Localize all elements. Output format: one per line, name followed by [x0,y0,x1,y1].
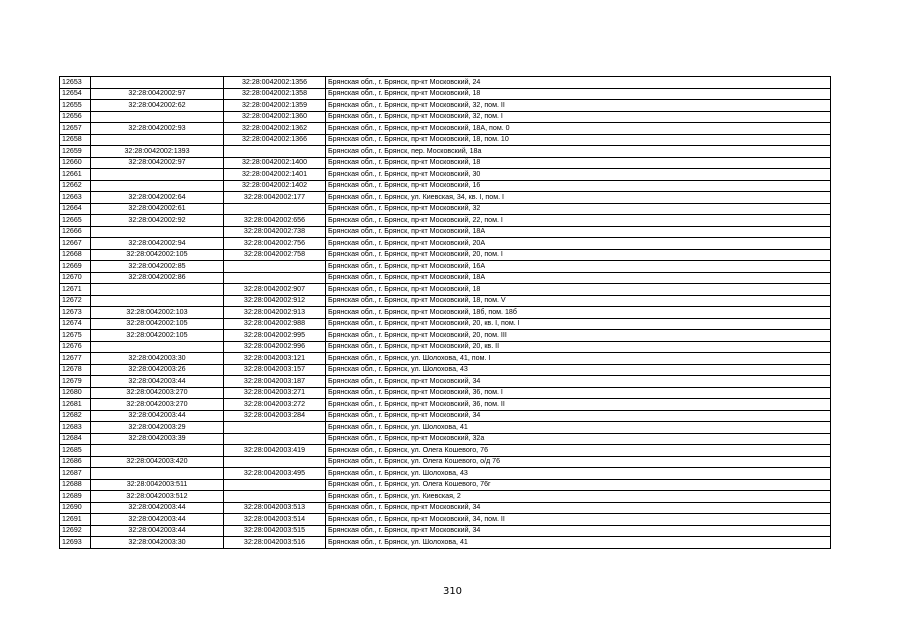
address-cell: Брянская обл., г. Брянск, ул. Киевская, 34, кв. I, пом. I [326,192,831,204]
address-cell: Брянская обл., г. Брянск, пр-кт Московский, 18А, пом. 0 [326,123,831,135]
row-number: 12691 [60,514,91,526]
table-row [60,203,831,215]
address-cell: Брянская обл., г. Брянск, пр-кт Московский, 24 [326,77,831,89]
cadastral-number-parent [91,111,224,123]
table-row [60,100,831,112]
cadastral-number-object [224,261,326,273]
cadastral-number-parent: 32:28:0042002:97 [91,157,224,169]
address-cell: Брянская обл., г. Брянск, пр-кт Московский, 20, кв. II [326,341,831,353]
cadastral-number-object: 32:28:0042002:1400 [224,157,326,169]
table-row [60,318,831,330]
cadastral-number-object [224,491,326,503]
cadastral-number-parent: 32:28:0042003:39 [91,433,224,445]
cadastral-number-parent: 32:28:0042003:44 [91,502,224,514]
table-row [60,295,831,307]
row-number: 12673 [60,307,91,319]
cadastral-number-parent: 32:28:0042003:270 [91,399,224,411]
cadastral-number-object: 32:28:0042003:515 [224,525,326,537]
row-number: 12669 [60,261,91,273]
cadastral-number-parent: 32:28:0042002:93 [91,123,224,135]
cadastral-number-parent: 32:28:0042003:30 [91,537,224,549]
table-row [60,525,831,537]
cadastral-number-parent [91,341,224,353]
cadastral-number-object: 32:28:0042003:514 [224,514,326,526]
table-row [60,514,831,526]
row-number: 12670 [60,272,91,284]
table-row [60,249,831,261]
row-number: 12692 [60,525,91,537]
cadastral-number-parent [91,180,224,192]
address-cell: Брянская обл., г. Брянск, ул. Шолохова, 41 [326,422,831,434]
table-row [60,307,831,319]
table-row [60,169,831,181]
row-number: 12680 [60,387,91,399]
address-cell: Брянская обл., г. Брянск, пр-кт Московский, 18 [326,157,831,169]
cadastral-number-object: 32:28:0042002:656 [224,215,326,227]
row-number: 12666 [60,226,91,238]
row-number: 12671 [60,284,91,296]
cadastral-number-parent: 32:28:0042002:105 [91,249,224,261]
address-cell: Брянская обл., г. Брянск, пр-кт Московский, 20, кв. I, пом. I [326,318,831,330]
cadastral-number-object: 32:28:0042003:157 [224,364,326,376]
cadastral-number-object: 32:28:0042003:271 [224,387,326,399]
cadastral-number-object [224,272,326,284]
table-row [60,353,831,365]
cadastral-number-parent: 32:28:0042002:64 [91,192,224,204]
address-cell: Брянская обл., г. Брянск, ул. Шолохова, 43 [326,468,831,480]
cadastral-number-object [224,146,326,158]
cadastral-number-parent: 32:28:0042003:30 [91,353,224,365]
table-row [60,215,831,227]
address-cell: Брянская обл., г. Брянск, пр-кт Московский, 32а [326,433,831,445]
table-row [60,123,831,135]
table-row [60,433,831,445]
row-number: 12690 [60,502,91,514]
cadastral-number-parent: 32:28:0042002:62 [91,100,224,112]
row-number: 12676 [60,341,91,353]
cadastral-number-parent: 32:28:0042002:94 [91,238,224,250]
row-number: 12661 [60,169,91,181]
address-cell: Брянская обл., г. Брянск, пр-кт Московский, 16 [326,180,831,192]
address-cell: Брянская обл., г. Брянск, пр-кт Московский, 18, пом. V [326,295,831,307]
cadastral-number-object: 32:28:0042003:419 [224,445,326,457]
table-row [60,272,831,284]
cadastral-number-object: 32:28:0042002:758 [224,249,326,261]
cadastral-number-parent: 32:28:0042003:44 [91,410,224,422]
table-row [60,387,831,399]
cadastral-number-object [224,456,326,468]
table-row [60,537,831,549]
cadastral-number-object: 32:28:0042002:1360 [224,111,326,123]
row-number: 12662 [60,180,91,192]
cadastral-number-object: 32:28:0042002:996 [224,341,326,353]
row-number: 12668 [60,249,91,261]
table-row [60,88,831,100]
row-number: 12682 [60,410,91,422]
cadastral-number-parent: 32:28:0042002:105 [91,330,224,342]
row-number: 12653 [60,77,91,89]
cadastral-number-object: 32:28:0042002:756 [224,238,326,250]
cadastral-number-parent: 32:28:0042003:420 [91,456,224,468]
cadastral-number-parent [91,134,224,146]
address-cell: Брянская обл., г. Брянск, пр-кт Московский, 20, пом. I [326,249,831,261]
address-cell: Брянская обл., г. Брянск, пр-кт Московский, 34 [326,376,831,388]
row-number: 12693 [60,537,91,549]
cadastral-number-parent [91,445,224,457]
address-cell: Брянская обл., г. Брянск, пр-кт Московский, 32, пом. II [326,100,831,112]
cadastral-number-parent [91,284,224,296]
row-number: 12657 [60,123,91,135]
cadastral-number-parent: 32:28:0042003:29 [91,422,224,434]
cadastral-number-parent [91,77,224,89]
cadastral-number-object: 32:28:0042002:1359 [224,100,326,112]
address-cell: Брянская обл., г. Брянск, пр-кт Московский, 36, пом. II [326,399,831,411]
table-row [60,146,831,158]
address-cell: Брянская обл., г. Брянск, пр-кт Московский, 34, пом. II [326,514,831,526]
row-number: 12658 [60,134,91,146]
cadastral-number-parent: 32:28:0042003:270 [91,387,224,399]
address-cell: Брянская обл., г. Брянск, пр-кт Московский, 34 [326,410,831,422]
table-row [60,157,831,169]
table-row [60,456,831,468]
cadastral-number-object: 32:28:0042002:1356 [224,77,326,89]
row-number: 12665 [60,215,91,227]
row-number: 12688 [60,479,91,491]
row-number: 12677 [60,353,91,365]
address-cell: Брянская обл., г. Брянск, пр-кт Московский, 16А [326,261,831,273]
address-cell: Брянская обл., г. Брянск, пр-кт Московский, 18 [326,284,831,296]
cadastral-number-object: 32:28:0042002:907 [224,284,326,296]
address-cell: Брянская обл., г. Брянск, ул. Олега Кошевого, 76 [326,445,831,457]
table-row [60,376,831,388]
row-number: 12660 [60,157,91,169]
address-cell: Брянская обл., г. Брянск, пр-кт Московский, 18А [326,226,831,238]
cadastral-number-object: 32:28:0042002:1402 [224,180,326,192]
row-number: 12672 [60,295,91,307]
row-number: 12654 [60,88,91,100]
cadastral-number-parent: 32:28:0042002:1393 [91,146,224,158]
row-number: 12686 [60,456,91,468]
row-number: 12683 [60,422,91,434]
cadastral-number-parent [91,468,224,480]
address-cell: Брянская обл., г. Брянск, ул. Олега Кошевого, о/д 76 [326,456,831,468]
table-row [60,468,831,480]
address-cell: Брянская обл., г. Брянск, пр-кт Московский, 30 [326,169,831,181]
row-number: 12656 [60,111,91,123]
cadastral-number-parent: 32:28:0042002:103 [91,307,224,319]
table-row [60,502,831,514]
cadastral-number-object [224,479,326,491]
cadastral-number-object: 32:28:0042002:988 [224,318,326,330]
page-number: 310 [442,586,463,597]
cadastral-number-parent: 32:28:0042002:92 [91,215,224,227]
cadastral-number-parent: 32:28:0042003:512 [91,491,224,503]
row-number: 12684 [60,433,91,445]
address-cell: Брянская обл., г. Брянск, пр-кт Московский, 20А [326,238,831,250]
cadastral-number-object [224,422,326,434]
row-number: 12675 [60,330,91,342]
cadastral-number-object: 32:28:0042003:513 [224,502,326,514]
address-cell: Брянская обл., г. Брянск, пр-кт Московский, 22, пом. I [326,215,831,227]
address-cell: Брянская обл., г. Брянск, ул. Шолохова, 41 [326,537,831,549]
address-cell: Брянская обл., г. Брянск, пр-кт Московский, 18, пом. 10 [326,134,831,146]
cadastral-number-object: 32:28:0042002:995 [224,330,326,342]
address-cell: Брянская обл., г. Брянск, пр-кт Московский, 32 [326,203,831,215]
table-row [60,180,831,192]
cadastral-number-object: 32:28:0042002:1401 [224,169,326,181]
table-row [60,77,831,89]
address-cell: Брянская обл., г. Брянск, пр-кт Московский, 32, пом. I [326,111,831,123]
cadastral-number-object: 32:28:0042003:121 [224,353,326,365]
table-row [60,226,831,238]
cadastral-number-parent: 32:28:0042002:105 [91,318,224,330]
table-row [60,445,831,457]
address-cell: Брянская обл., г. Брянск, ул. Шолохова, 43 [326,364,831,376]
cadastral-number-object: 32:28:0042002:1358 [224,88,326,100]
cadastral-number-object: 32:28:0042003:272 [224,399,326,411]
cadastral-number-object: 32:28:0042002:738 [224,226,326,238]
table-body [60,77,831,549]
cadastral-number-object: 32:28:0042003:516 [224,537,326,549]
table-row [60,341,831,353]
address-cell: Брянская обл., г. Брянск, пр-кт Московский, 34 [326,502,831,514]
address-cell: Брянская обл., г. Брянск, пр-кт Московский, 34 [326,525,831,537]
table-row [60,364,831,376]
cadastral-number-parent [91,226,224,238]
table-row [60,491,831,503]
row-number: 12655 [60,100,91,112]
row-number: 12678 [60,364,91,376]
address-cell: Брянская обл., г. Брянск, ул. Киевская, 2 [326,491,831,503]
cadastral-table [59,76,831,549]
cadastral-number-object: 32:28:0042003:284 [224,410,326,422]
row-number: 12685 [60,445,91,457]
table-row [60,410,831,422]
cadastral-number-parent: 32:28:0042003:26 [91,364,224,376]
table-row [60,330,831,342]
row-number: 12664 [60,203,91,215]
address-cell: Брянская обл., г. Брянск, пер. Московский, 18а [326,146,831,158]
cadastral-number-parent: 32:28:0042003:511 [91,479,224,491]
cadastral-number-object: 32:28:0042003:495 [224,468,326,480]
cadastral-number-object: 32:28:0042002:912 [224,295,326,307]
address-cell: Брянская обл., г. Брянск, пр-кт Московский, 18 [326,88,831,100]
row-number: 12681 [60,399,91,411]
table-row [60,284,831,296]
cadastral-number-parent: 32:28:0042003:44 [91,376,224,388]
address-cell: Брянская обл., г. Брянск, ул. Олега Кошевого, 76г [326,479,831,491]
cadastral-number-object [224,433,326,445]
cadastral-number-parent: 32:28:0042002:85 [91,261,224,273]
address-cell: Брянская обл., г. Брянск, пр-кт Московский, 18А [326,272,831,284]
address-cell: Брянская обл., г. Брянск, пр-кт Московский, 18б, пом. 18б [326,307,831,319]
cadastral-number-object: 32:28:0042002:1362 [224,123,326,135]
cadastral-number-parent: 32:28:0042003:44 [91,525,224,537]
address-cell: Брянская обл., г. Брянск, пр-кт Московский, 36, пом. I [326,387,831,399]
table-row [60,399,831,411]
cadastral-number-parent [91,169,224,181]
table-row [60,261,831,273]
cadastral-number-object: 32:28:0042003:187 [224,376,326,388]
cadastral-number-parent [91,295,224,307]
cadastral-number-object: 32:28:0042002:1366 [224,134,326,146]
cadastral-number-parent: 32:28:0042002:97 [91,88,224,100]
table-row [60,422,831,434]
row-number: 12689 [60,491,91,503]
address-cell: Брянская обл., г. Брянск, пр-кт Московский, 20, пом. III [326,330,831,342]
address-cell: Брянская обл., г. Брянск, ул. Шолохова, 41, пом. I [326,353,831,365]
table-row [60,238,831,250]
row-number: 12667 [60,238,91,250]
cadastral-number-parent: 32:28:0042002:61 [91,203,224,215]
cadastral-number-object: 32:28:0042002:913 [224,307,326,319]
table-row [60,111,831,123]
cadastral-number-object: 32:28:0042002:177 [224,192,326,204]
cadastral-number-object [224,203,326,215]
row-number: 12663 [60,192,91,204]
row-number: 12687 [60,468,91,480]
row-number: 12674 [60,318,91,330]
table-row [60,134,831,146]
row-number: 12659 [60,146,91,158]
table-row [60,479,831,491]
row-number: 12679 [60,376,91,388]
cadastral-number-parent: 32:28:0042002:86 [91,272,224,284]
cadastral-number-parent: 32:28:0042003:44 [91,514,224,526]
table-row [60,192,831,204]
